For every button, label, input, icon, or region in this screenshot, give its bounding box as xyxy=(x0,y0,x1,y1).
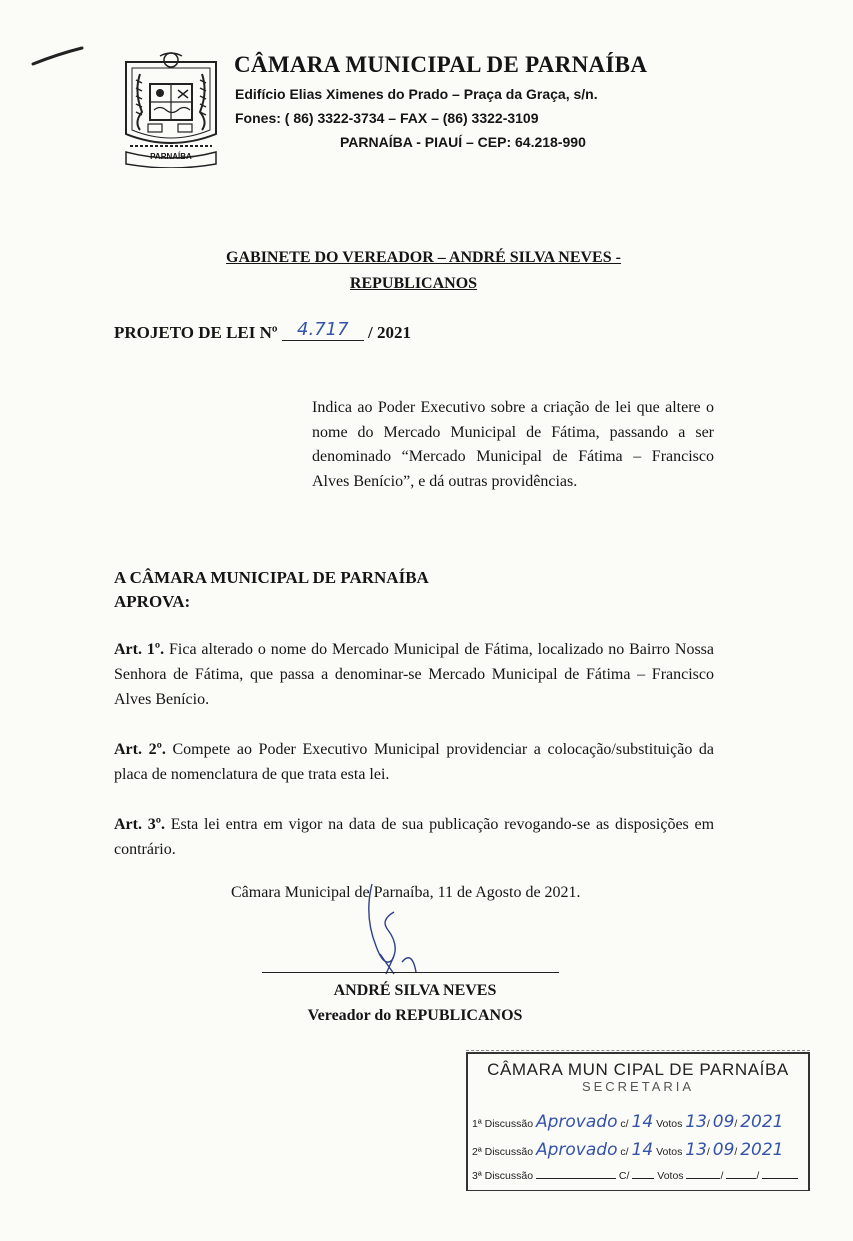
second-discussion-day: 13 xyxy=(685,1140,707,1160)
cabinet-heading: GABINETE DO VEREADOR – ANDRÉ SILVA NEVES - xyxy=(226,249,621,266)
signature-line xyxy=(262,972,559,973)
bill-title xyxy=(114,319,412,344)
signer-role: Vereador do REPUBLICANOS xyxy=(307,1007,523,1024)
article-1-text: Fica alterado o nome do Mercado Municipal de Fátima, localizado no Bairro Nossa Senhora de Fátima, que passa a denominar-se Mercado Municipal de Fátima – Francisco Alves Benício. xyxy=(114,641,714,708)
article-3-text: Esta lei entra em vigor na data de sua publicação revogando-se as disposições em contrário. xyxy=(114,816,715,858)
first-discussion-month: 09 xyxy=(712,1112,735,1132)
handwritten-signature xyxy=(350,876,440,976)
article-2-text: Compete ao Poder Executivo Municipal providenciar a colocação/substituição da placa de nomenclatura de que trata esta lei. xyxy=(114,741,715,783)
bill-summary: Indica ao Poder Executivo sobre a criação de lei que altere o nome do Mercado Municipal de Fátima, passando a ser denominado “Mercado Municipal de Fátima – Francisco Alves Benício”, e dá outras providências. xyxy=(312,399,714,490)
place-date: Câmara Municipal de Parnaíba, 11 de Agosto de 2021. xyxy=(231,884,581,901)
approval-heading xyxy=(114,566,429,614)
article-2 xyxy=(114,737,714,787)
third-discussion-result-blank xyxy=(536,1178,616,1179)
approval-line-2: APROVA: xyxy=(114,592,191,611)
bill-number-handwritten: 4.717 xyxy=(282,319,364,341)
third-discussion-year-blank xyxy=(762,1178,798,1179)
pen-stroke-mark xyxy=(30,44,86,68)
first-discussion-year: 2021 xyxy=(740,1112,784,1132)
city-cep-line: PARNAÍBA - PIAUÍ – CEP: 64.218-990 xyxy=(340,134,586,150)
second-discussion-label: 2ª Discussão xyxy=(472,1146,534,1158)
third-discussion-month-blank xyxy=(726,1178,756,1179)
institution-title: CÂMARA MUNICIPAL DE PARNAÍBA xyxy=(234,52,648,77)
third-discussion-c-label: C/ xyxy=(618,1170,630,1182)
second-discussion-year: 2021 xyxy=(740,1140,784,1160)
article-1-label: Art. 1º. xyxy=(114,641,165,658)
stamp-row-third-discussion: 3ª Discussão C/ Votos / / xyxy=(472,1170,798,1182)
address-line: Edifício Elias Ximenes do Prado – Praça da Graça, s/n. xyxy=(235,86,598,102)
third-discussion-votes-label: Votos xyxy=(657,1170,684,1182)
second-discussion-month: 09 xyxy=(712,1140,735,1160)
article-3 xyxy=(114,812,714,862)
bill-prefix: PROJETO DE LEI Nº xyxy=(114,323,278,342)
stamp-top-edge xyxy=(466,1050,810,1051)
article-2-label: Art. 2º. xyxy=(114,741,166,758)
cabinet-party: REPUBLICANOS xyxy=(349,275,478,292)
first-discussion-votes: 14 xyxy=(631,1112,654,1132)
second-discussion-c-label: c/ xyxy=(620,1146,629,1158)
first-discussion-c-label: c/ xyxy=(620,1118,629,1130)
secretariat-stamp xyxy=(466,1052,810,1191)
stamp-subtitle: SECRETARIA xyxy=(581,1079,695,1094)
second-discussion-votes-label: Votos xyxy=(656,1146,683,1158)
third-discussion-day-blank xyxy=(686,1178,720,1179)
stamp-title: CÂMARA MUN CIPAL DE PARNAÍBA xyxy=(487,1060,789,1079)
first-discussion-votes-label: Votos xyxy=(656,1118,683,1130)
signer-name: ANDRÉ SILVA NEVES xyxy=(333,982,497,999)
phones-line: Fones: ( 86) 3322-3734 – FAX – (86) 3322-3109 xyxy=(235,110,539,126)
second-discussion-result: Aprovado xyxy=(536,1140,618,1160)
first-discussion-day: 13 xyxy=(685,1112,707,1132)
approval-line-1: A CÂMARA MUNICIPAL DE PARNAÍBA xyxy=(114,568,429,587)
seal-banner-text: PARNAÍBA xyxy=(150,152,192,161)
third-discussion-label: 3ª Discussão xyxy=(472,1170,534,1182)
third-discussion-votes-blank xyxy=(632,1178,654,1179)
stamp-row-first-discussion: 1ª Discussão Aprovado c/ 14 Votos 13/ 09/ 2021 xyxy=(472,1112,784,1132)
municipal-seal-icon xyxy=(120,52,222,168)
article-1 xyxy=(114,637,714,712)
first-discussion-label: 1ª Discussão xyxy=(472,1118,534,1130)
article-3-label: Art. 3º. xyxy=(114,816,165,833)
first-discussion-result: Aprovado xyxy=(536,1112,618,1132)
stamp-row-second-discussion: 2ª Discussão Aprovado c/ 14 Votos 13/ 09/ 2021 xyxy=(472,1140,784,1160)
bill-year: / 2021 xyxy=(368,323,412,342)
second-discussion-votes: 14 xyxy=(631,1140,654,1160)
